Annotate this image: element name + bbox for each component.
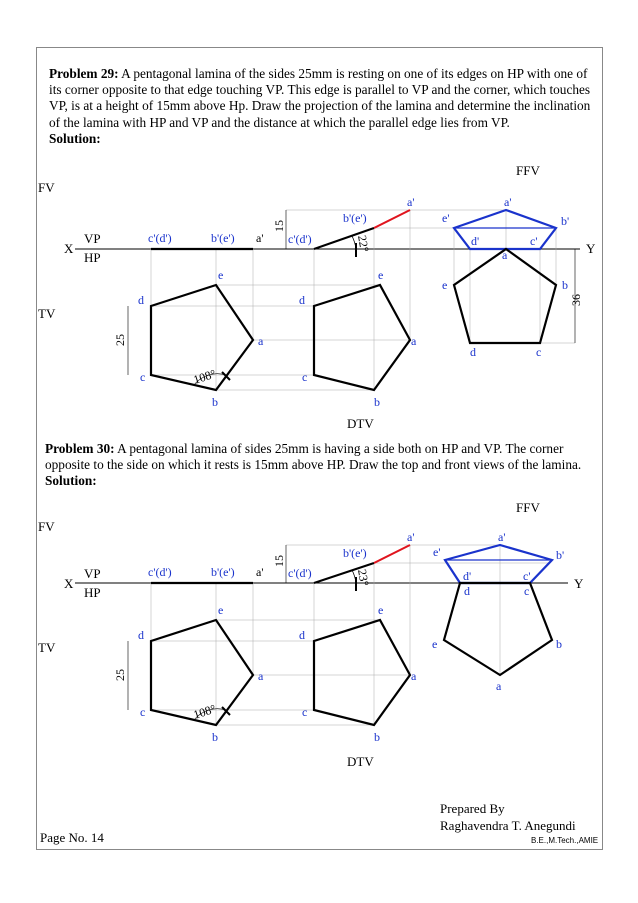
- footer-prepared-by: [440, 800, 576, 834]
- p29-ffv-e1: e': [442, 211, 450, 225]
- p29-ffv-e: e: [442, 278, 448, 292]
- p29-ffv-label: FFV: [516, 163, 540, 178]
- p30-ffv-c: c: [524, 584, 530, 598]
- p30-inc-be: b'(e'): [343, 546, 367, 560]
- p29-vp-label: VP: [84, 231, 101, 246]
- p30-tv-d: d: [138, 628, 144, 642]
- p30-inc-a: a': [407, 530, 415, 544]
- problem-30-body: A pentagonal lamina of sides 25mm is having a side both on HP and VP. The corner opposite to the side on which it rests is 15mm above HP. Draw the top and front views of the lamina.: [45, 441, 582, 473]
- p30-fv-cd: c'(d'): [148, 565, 172, 579]
- author-name: Raghavendra T. Anegundi: [440, 818, 576, 833]
- problem-29-body: A pentagonal lamina of the sides 25mm is resting on one of its edges on HP with one of its corner opposite to that edge touching VP. This edge is parallel to VP and the corner, which touches VP, is at a height of 15mm above Hp. Draw the projection of the lamina and determine the inclination of the lamina with HP and VP and the distance at which the parallel edge lies from VP.: [49, 66, 591, 130]
- p30-tv-label: TV: [38, 640, 56, 655]
- p30-ffv-e: e: [432, 637, 438, 651]
- p29-inc-cd: c'(d'): [288, 232, 312, 246]
- p30-ffv-a1: a': [498, 530, 506, 544]
- p30-ffv-b1: b': [556, 548, 565, 562]
- p30-tv-b: b: [212, 730, 218, 744]
- p30-angle-108: 108°: [191, 701, 218, 722]
- p29-dtv-label: DTV: [347, 416, 374, 431]
- p30-hp-label: HP: [84, 585, 101, 600]
- p29-ffv-a: a: [502, 248, 508, 262]
- prepared-by-label: Prepared By: [440, 801, 505, 816]
- p29-angle-108: 108°: [191, 366, 218, 387]
- p29-tv2-pentagon: [314, 285, 410, 390]
- p29-ffv-d: d: [470, 345, 476, 359]
- p30-inclined-fv-red: [374, 545, 410, 563]
- p29-inc-be: b'(e'): [343, 211, 367, 225]
- p30-drawing: [38, 500, 584, 769]
- p29-ffv-top: [454, 249, 556, 343]
- p30-ffv-b: b: [556, 637, 562, 651]
- p29-ffv-c1: c': [530, 234, 538, 248]
- p30-fv-a: a': [256, 565, 264, 579]
- p29-fv-label: FV: [38, 180, 55, 195]
- p30-dim-25: 25: [113, 669, 127, 681]
- p30-height-dim: 15: [272, 555, 286, 567]
- p30-fv-label: FV: [38, 519, 55, 534]
- problem-29-solution: Solution:: [49, 130, 101, 146]
- p29-tv-d: d: [138, 293, 144, 307]
- p30-tv-a: a: [258, 669, 264, 683]
- p29-tv2-c: c: [302, 370, 308, 384]
- p29-angle: 22°: [355, 234, 372, 254]
- p29-tv-b: b: [212, 395, 218, 409]
- p30-ffv-top: [444, 583, 552, 675]
- author-degrees: B.E.,M.Tech.,AMIE: [531, 836, 599, 845]
- p29-tv-e: e: [218, 268, 224, 282]
- p30-angle: 23°: [355, 568, 372, 588]
- p30-tv2-a: a: [411, 669, 417, 683]
- p30-fv-be: b'(e'): [211, 565, 235, 579]
- p29-ffv-a1: a': [504, 195, 512, 209]
- p30-y-label: Y: [574, 576, 584, 591]
- p30-ffv-d1: d': [463, 569, 472, 583]
- p30-ffv-c1: c': [523, 569, 531, 583]
- p29-inclined-fv-red: [374, 210, 410, 228]
- p29-dim-25: 25: [113, 334, 127, 346]
- p29-ffv-front: [454, 210, 556, 249]
- p30-tv-e: e: [218, 603, 224, 617]
- p30-tv2-b: b: [374, 730, 380, 744]
- p29-tv-a: a: [258, 334, 264, 348]
- p29-inc-a: a': [407, 195, 415, 209]
- p29-fv-a: a': [256, 231, 264, 245]
- p30-ffv-front: [445, 545, 552, 583]
- p30-ffv-label: FFV: [516, 500, 540, 515]
- p29-tv2-d: d: [299, 293, 305, 307]
- p30-inc-cd: c'(d'): [288, 566, 312, 580]
- p30-ffv-e1: e': [433, 545, 441, 559]
- p30-tv2-d: d: [299, 628, 305, 642]
- p30-tv2-pentagon: [314, 620, 410, 725]
- problem-30-solution: Solution:: [45, 473, 97, 489]
- p29-ffv-b1: b': [561, 214, 570, 228]
- p30-dtv-label: DTV: [347, 754, 374, 769]
- p30-tv2-e: e: [378, 603, 384, 617]
- p29-height-dim: 15: [272, 220, 286, 232]
- p30-x-label: X: [64, 576, 74, 591]
- page-number: Page No. 14: [40, 830, 104, 845]
- p30-tv-c: c: [140, 705, 146, 719]
- p29-ffv-c: c: [536, 345, 542, 359]
- p29-y-label: Y: [586, 241, 596, 256]
- p29-tv2-e: e: [378, 268, 384, 282]
- p30-vp-label: VP: [84, 566, 101, 581]
- p29-tv2-b: b: [374, 395, 380, 409]
- p30-ffv-a: a: [496, 679, 502, 693]
- p29-fv-be: b'(e'): [211, 231, 235, 245]
- p29-tv-label: TV: [38, 306, 56, 321]
- p30-tv2-c: c: [302, 705, 308, 719]
- p29-tv2-a: a: [411, 334, 417, 348]
- p29-tv-c: c: [140, 370, 146, 384]
- p30-ffv-d: d: [464, 584, 470, 598]
- p29-ffv-b: b: [562, 278, 568, 292]
- p29-ffv-d1: d': [471, 234, 480, 248]
- p29-fv-cd: c'(d'): [148, 231, 172, 245]
- p29-dim-36: 36: [569, 294, 583, 306]
- problem-29-heading: Problem 29:: [49, 66, 119, 81]
- p29-drawing: [38, 163, 596, 431]
- p29-hp-label: HP: [84, 250, 101, 265]
- problem-30-heading: Problem 30:: [45, 441, 115, 456]
- p29-x-label: X: [64, 241, 74, 256]
